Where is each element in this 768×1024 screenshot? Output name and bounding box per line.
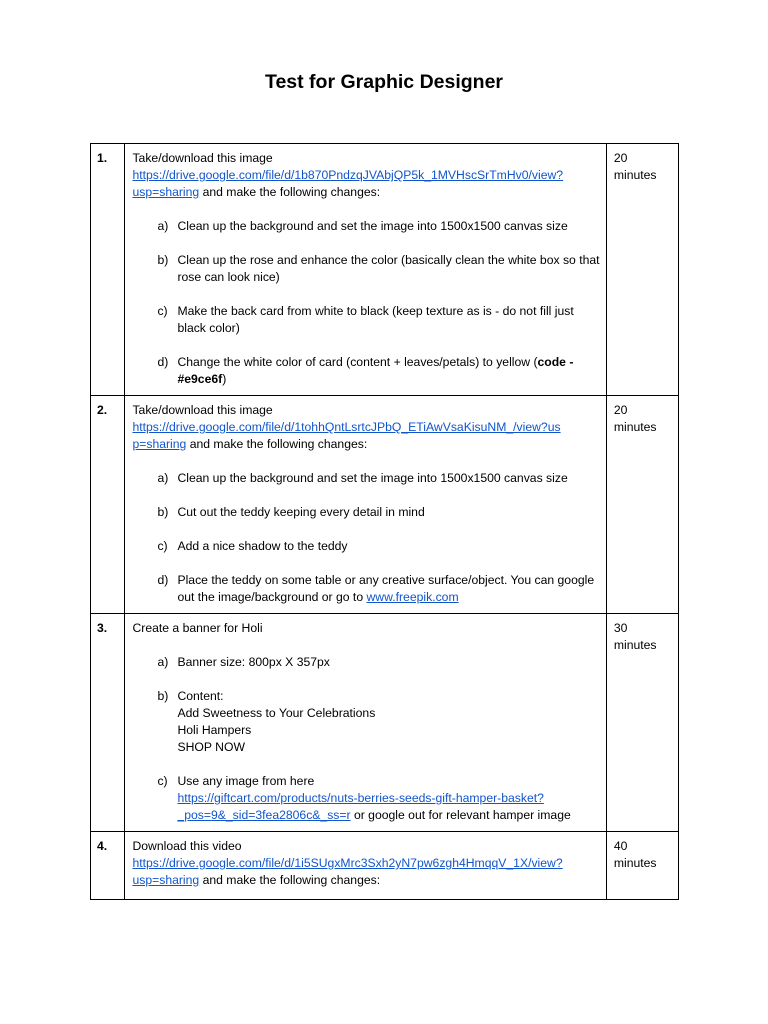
- task-intro-text: Take/download this image: [132, 151, 273, 165]
- task-steps-list: [132, 218, 599, 388]
- step-text: [177, 470, 599, 487]
- step-text: [177, 773, 599, 824]
- step-text-part: Clean up the background and set the image into 1500x1500 canvas size: [177, 471, 568, 485]
- step-text: [177, 654, 599, 671]
- task-step: [132, 303, 599, 337]
- task-step: [132, 538, 599, 555]
- step-marker-label: b): [157, 505, 169, 519]
- step-line: Holi Hampers: [177, 723, 252, 737]
- task-duration: 30 minutes: [606, 614, 678, 832]
- task-intro: [132, 150, 599, 201]
- task-step: [132, 504, 599, 521]
- step-marker-label: a): [157, 219, 169, 233]
- step-text: [177, 218, 599, 235]
- step-marker-label: b): [157, 253, 169, 267]
- task-link-line[interactable]: https://drive.google.com/file/d/1tohhQntLsrtcJPbQ_ETiAwVsaKisuNM_/view?us: [132, 420, 561, 434]
- step-marker-label: d): [157, 573, 169, 587]
- task-table: [90, 143, 679, 900]
- task-row: [91, 144, 679, 396]
- step-line: Content:: [177, 689, 224, 703]
- step-marker: [132, 303, 177, 337]
- step-marker: [132, 538, 177, 555]
- task-intro-suffix: and make the following changes:: [199, 873, 381, 887]
- task-steps-list: [132, 470, 599, 606]
- step-text-part: ): [222, 372, 227, 386]
- step-marker-label: b): [157, 689, 169, 703]
- step-text-part: Use any image from here: [177, 774, 315, 788]
- task-description: [125, 144, 606, 396]
- step-text-part: Change the white color of card (content + leaves/petals) to yellow (: [177, 355, 538, 369]
- task-link-line[interactable]: https://drive.google.com/file/d/1b870PndzqJVAbjQP5k_1MVHscSrTmHv0/view?: [132, 168, 564, 182]
- task-number: 3.: [91, 614, 125, 832]
- step-marker-label: c): [157, 304, 168, 318]
- document-title: Test for Graphic Designer: [264, 71, 504, 93]
- step-text: [177, 572, 599, 606]
- task-link-line[interactable]: usp=sharing: [132, 185, 200, 199]
- step-line: SHOP NOW: [177, 740, 245, 754]
- step-marker: [132, 773, 177, 824]
- step-text: [177, 354, 599, 388]
- task-number: 2.: [91, 396, 125, 614]
- step-text-part: Cut out the teddy keeping every detail in mind: [177, 505, 425, 519]
- task-row: [91, 396, 679, 614]
- step-link[interactable]: www.freepik.com: [366, 590, 459, 604]
- step-marker: [132, 218, 177, 235]
- step-marker-label: a): [157, 471, 169, 485]
- step-marker: [132, 470, 177, 487]
- step-marker: [132, 688, 177, 756]
- task-step: [132, 252, 599, 286]
- task-intro: [132, 402, 599, 453]
- task-steps-list: [132, 654, 599, 824]
- step-text: [177, 688, 599, 756]
- task-number: 1.: [91, 144, 125, 396]
- step-text: [177, 504, 599, 521]
- step-link[interactable]: https://giftcart.com/products/nuts-berries-seeds-gift-hamper-basket?_pos=9&_sid=3fea2806c&_ss=r: [177, 791, 544, 822]
- task-duration: 20 minutes: [606, 396, 678, 614]
- task-intro-text: Create a banner for Holi: [132, 621, 263, 635]
- step-marker-label: c): [157, 774, 168, 788]
- step-marker-label: d): [157, 355, 169, 369]
- step-marker: [132, 354, 177, 388]
- task-step: [132, 354, 599, 388]
- step-marker: [132, 252, 177, 286]
- step-text-part: Place the teddy on some table or any creative surface/object. You can google out the image/background or go to: [177, 573, 595, 604]
- task-step: [132, 773, 599, 824]
- step-marker: [132, 654, 177, 671]
- step-marker-label: c): [157, 539, 168, 553]
- step-text: [177, 303, 599, 337]
- task-intro-text: Download this video: [132, 839, 242, 853]
- step-marker-label: a): [157, 655, 169, 669]
- task-step: [132, 470, 599, 487]
- task-intro-text: Take/download this image: [132, 403, 273, 417]
- task-link-line[interactable]: https://drive.google.com/file/d/1i5SUgxMrc3Sxh2yN7pw6zgh4HmqqV_1X/view?: [132, 856, 563, 870]
- task-link-line[interactable]: usp=sharing: [132, 873, 200, 887]
- step-text-part: Banner size: 800px X 357px: [177, 655, 330, 669]
- step-text-part: Add a nice shadow to the teddy: [177, 539, 348, 553]
- task-description: [125, 832, 606, 900]
- task-intro: [132, 620, 599, 637]
- step-text: [177, 538, 599, 555]
- step-text-part: or google out for relevant hamper image: [350, 808, 571, 822]
- step-marker: [132, 504, 177, 521]
- task-row: [91, 614, 679, 832]
- task-intro-suffix: and make the following changes:: [199, 185, 381, 199]
- step-text-part: Clean up the background and set the image into 1500x1500 canvas size: [177, 219, 568, 233]
- task-row: [91, 832, 679, 900]
- task-step: [132, 572, 599, 606]
- task-intro-suffix: and make the following changes:: [186, 437, 368, 451]
- task-duration: 20 minutes: [606, 144, 678, 396]
- step-marker: [132, 572, 177, 606]
- task-step: [132, 654, 599, 671]
- step-line: Add Sweetness to Your Celebrations: [177, 706, 376, 720]
- task-link-line[interactable]: p=sharing: [132, 437, 187, 451]
- task-step: [132, 218, 599, 235]
- step-text-part: Clean up the rose and enhance the color (basically clean the white box so that rose can look nice): [177, 253, 600, 284]
- task-duration: 40 minutes: [606, 832, 678, 900]
- step-text-part: Make the back card from white to black (keep texture as is - do not fill just black color): [177, 304, 574, 335]
- step-emphasis: code - #e9ce6f: [177, 355, 574, 386]
- task-step: [132, 688, 599, 756]
- step-text: [177, 252, 599, 286]
- task-number: 4.: [91, 832, 125, 900]
- task-description: [125, 614, 606, 832]
- task-description: [125, 396, 606, 614]
- task-intro: [132, 838, 599, 889]
